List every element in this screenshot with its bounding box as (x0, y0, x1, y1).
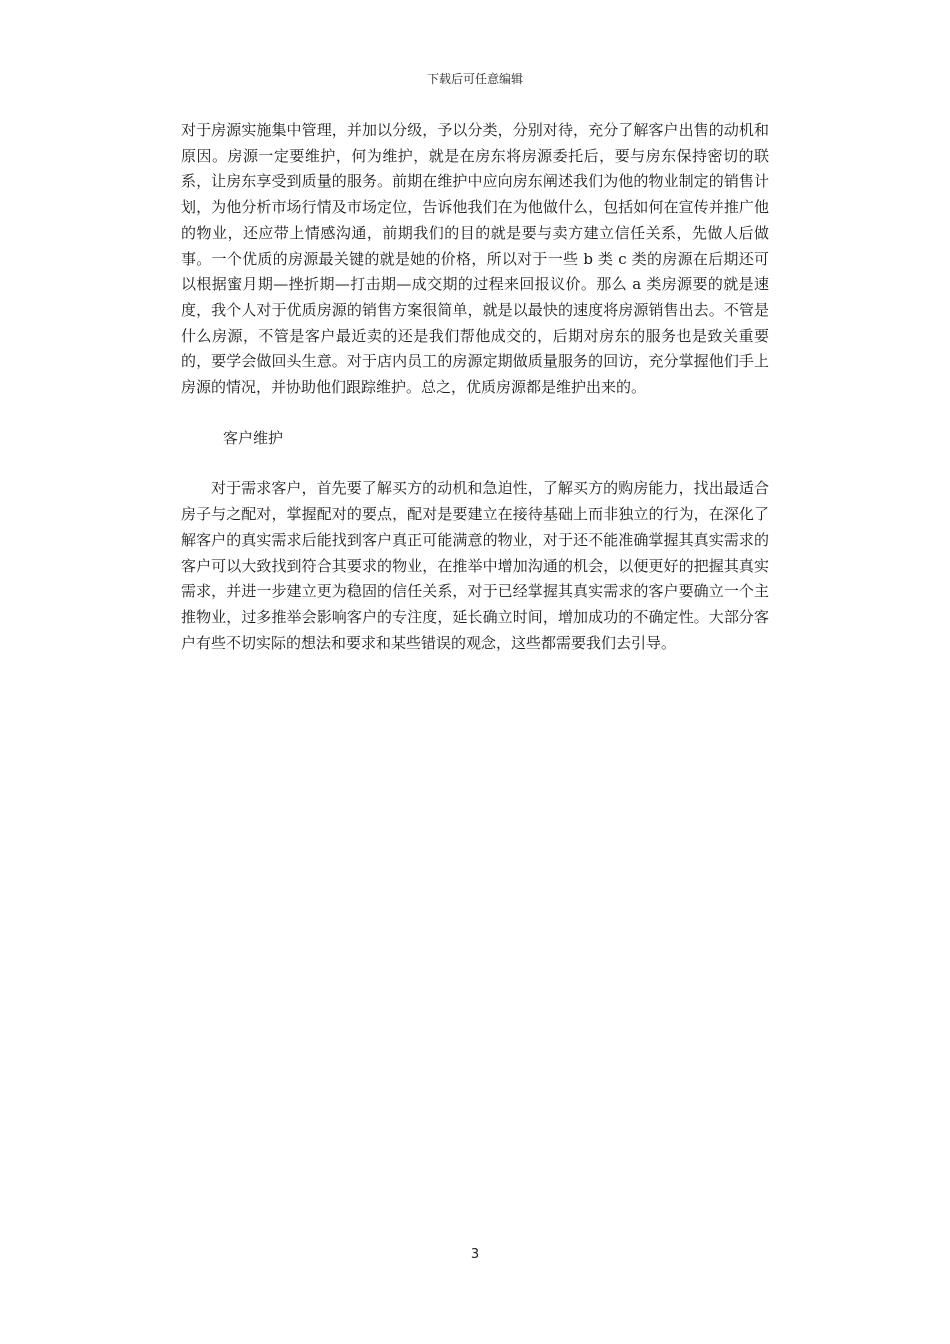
page-number: 3 (470, 1247, 480, 1262)
paragraph-client-maintenance: 对于需求客户，首先要了解买方的动机和急迫性，了解买方的购房能力，找出最适合房子与之配对，掌握配对的要点，配对是要建立在接待基础上而非独立的行为，在深化了解客户的真实需求后能找到客户真正可能满意的物业，对于还不能准确掌握其真实需求的客户可以大致找到符合其要求的物业，在推举中增加沟通的机会，以便更好的把握其真实需求，并进一步建立更为稳固的信任关系，对于已经掌握其真实需求的客户要确立一个主推物业，过多推举会影响客户的专注度，延长确立时间，增加成功的不确定性。大部分客户有些不切实际的想法和要求和某些错误的观念，这些都需要我们去引导。 (181, 479, 769, 652)
paragraph-listing-maintenance: 对于房源实施集中管理，并加以分级，予以分类，分别对待，充分了解客户出售的动机和原因。房源一定要维护，何为维护，就是在房东将房源委托后，要与房东保持密切的联系，让房东享受到质量的服务。前期在维护中应向房东阐述我们为他的物业制定的销售计划，为他分析市场行情及市场定位，告诉他我们在为他做什么，包括如何在宣传并推广他的物业，还应带上情感沟通，前期我们的目的就是要与卖方建立信任关系，先做人后做事。一个优质的房源最关键的就是她的价格，所以对于一些 b 类 c 类的房源在后期还可以根据蜜月期—挫折期—打击期—成交期的过程来回报议价。那么 a 类房源要的就是速度，我个人对于优质房源的销售方案很简单，就是以最快的速度将房源销售出去。不管是什么房源，不管是客户最近卖的还是我们帮他成交的，后期对房东的服务也是致关重要的，要学会做回头生意。对于店内员工的房源定期做质量服务的回访，充分掌握他们手上房源的情况，并协助他们跟踪维护。总之，优质房源都是维护出来的。 (181, 121, 769, 397)
document-body (181, 118, 769, 656)
page-header: 下载后可任意编辑 (426, 72, 523, 86)
section-heading-client-maintenance: 客户维护 (223, 428, 284, 447)
